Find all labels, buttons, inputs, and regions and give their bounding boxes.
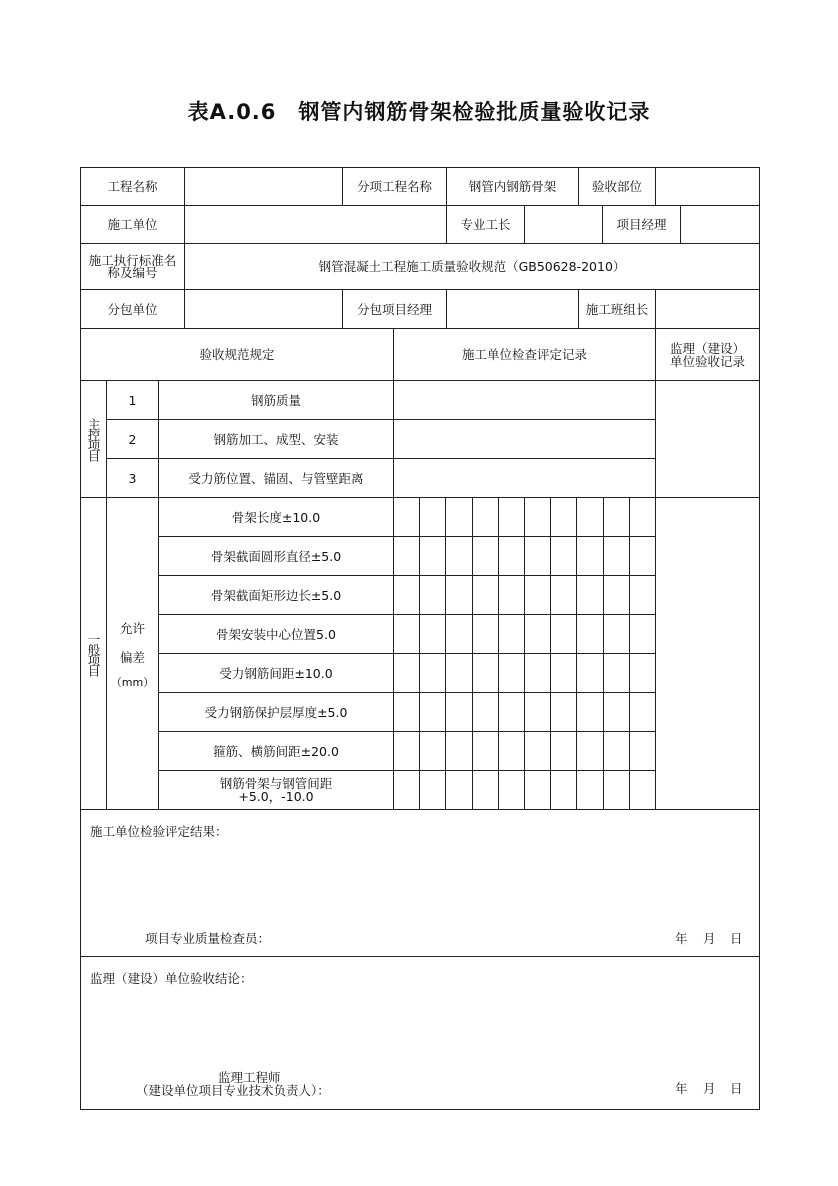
measurement-cell[interactable] <box>550 536 577 576</box>
measurement-cell[interactable] <box>419 770 446 810</box>
project-name-field[interactable] <box>184 167 343 206</box>
measurement-cell[interactable] <box>393 536 420 576</box>
conclusion-date-month: 月 <box>703 1081 716 1096</box>
acceptance-part-field[interactable] <box>655 167 760 206</box>
measurement-cell[interactable] <box>498 497 525 537</box>
measurement-cell[interactable] <box>498 731 525 771</box>
measurement-cell[interactable] <box>419 692 446 732</box>
subcontractor-label: 分包单位 <box>80 289 185 329</box>
measurement-cell[interactable] <box>419 497 446 537</box>
general-group-label: 一般项目 <box>80 497 107 810</box>
foreman-label: 专业工长 <box>446 205 525 244</box>
general-item: 骨架截面圆形直径±5.0 <box>158 536 394 576</box>
tolerance-unit: （mm） <box>110 676 155 689</box>
check-record-column-header: 施工单位检查评定记录 <box>393 328 656 381</box>
measurement-cell[interactable] <box>524 497 551 537</box>
measurement-cell[interactable] <box>498 575 525 615</box>
main-control-item-number: 1 <box>106 380 159 420</box>
general-item-name-line1: 钢筋骨架与钢管间距 <box>219 776 333 791</box>
foreman-field[interactable] <box>524 205 603 244</box>
general-item: 骨架长度±10.0 <box>158 497 394 537</box>
subcontractor-field[interactable] <box>184 289 343 329</box>
standard-field[interactable]: 钢管混凝土工程施工质量验收规范（GB50628-2010） <box>184 243 760 290</box>
measurement-cell[interactable] <box>629 575 656 615</box>
sub-manager-field[interactable] <box>446 289 579 329</box>
measurement-cell[interactable] <box>445 614 472 654</box>
measurement-cell[interactable] <box>550 575 577 615</box>
measurement-cell[interactable] <box>629 497 656 537</box>
measurement-cell[interactable] <box>524 536 551 576</box>
conclusion-date-day: 日 <box>730 1081 743 1096</box>
measurement-cell[interactable] <box>498 614 525 654</box>
standard-label: 施工执行标准名称及编号 <box>80 243 185 290</box>
acceptance-part-label: 验收部位 <box>578 167 656 206</box>
project-name-label: 工程名称 <box>80 167 185 206</box>
main-control-item-name: 受力筋位置、锚固、与管壁距离 <box>158 458 394 498</box>
measurement-cell[interactable] <box>603 497 630 537</box>
measurement-cell[interactable] <box>393 614 420 654</box>
measurement-cell[interactable] <box>524 575 551 615</box>
measurement-cell[interactable] <box>629 731 656 771</box>
measurement-cell[interactable] <box>603 575 630 615</box>
main-control-group-label: 主控项目 <box>80 380 107 498</box>
measurement-cell[interactable] <box>524 731 551 771</box>
measurement-cell[interactable] <box>629 770 656 810</box>
team-leader-label: 施工班组长 <box>578 289 656 329</box>
measurement-cell[interactable] <box>472 653 499 693</box>
measurement-cell[interactable] <box>498 536 525 576</box>
measurement-cell[interactable] <box>524 653 551 693</box>
measurement-cell[interactable] <box>472 770 499 810</box>
measurement-cell[interactable] <box>603 653 630 693</box>
measurement-cell[interactable] <box>498 692 525 732</box>
measurement-cell[interactable] <box>524 614 551 654</box>
measurement-cell[interactable] <box>576 692 603 732</box>
measurement-cell[interactable] <box>393 692 420 732</box>
conclusion-label: 监理（建设）单位验收结论： <box>90 971 253 986</box>
page-title: 表A.0.6 钢管内钢筋骨架检验批质量验收记录 <box>187 100 651 124</box>
measurement-cell[interactable] <box>472 575 499 615</box>
measurement-cell[interactable] <box>550 770 577 810</box>
main-control-check-cell[interactable] <box>393 419 656 459</box>
measurement-cell[interactable] <box>445 575 472 615</box>
measurement-cell[interactable] <box>629 692 656 732</box>
measurement-cell[interactable] <box>393 731 420 771</box>
measurement-cell[interactable] <box>393 653 420 693</box>
tolerance-label-line2: 偏差 <box>119 650 145 665</box>
main-control-item-name: 钢筋质量 <box>158 380 394 420</box>
inspector-label: 项目专业质量检查员： <box>145 931 271 946</box>
measurement-cell[interactable] <box>419 653 446 693</box>
measurement-cell[interactable] <box>576 497 603 537</box>
main-control-check-cell[interactable] <box>393 458 656 498</box>
measurement-cell[interactable] <box>419 614 446 654</box>
measurement-cell[interactable] <box>445 497 472 537</box>
measurement-cell[interactable] <box>472 614 499 654</box>
general-item: 受力钢筋保护层厚度±5.0 <box>158 692 394 732</box>
general-item: 箍筋、横筋间距±20.0 <box>158 731 394 771</box>
measurement-cell[interactable] <box>419 536 446 576</box>
measurement-cell[interactable] <box>603 731 630 771</box>
measurement-cell[interactable] <box>498 770 525 810</box>
measurement-cell[interactable] <box>419 575 446 615</box>
result-label: 施工单位检验评定结果： <box>90 824 228 839</box>
measurement-cell[interactable] <box>550 653 577 693</box>
supervision-record-column-header: 监理（建设）单位验收记录 <box>655 328 760 381</box>
measurement-cell[interactable] <box>445 536 472 576</box>
measurement-cell[interactable] <box>472 536 499 576</box>
main-control-item-number: 3 <box>106 458 159 498</box>
measurement-cell[interactable] <box>550 692 577 732</box>
measurement-cell[interactable] <box>603 614 630 654</box>
tolerance-label <box>106 497 159 810</box>
conclusion-date-year: 年 <box>675 1081 688 1096</box>
measurement-cell[interactable] <box>445 692 472 732</box>
sub-manager-label: 分包项目经理 <box>342 289 447 329</box>
team-leader-field[interactable] <box>655 289 760 329</box>
measurement-cell[interactable] <box>629 614 656 654</box>
project-manager-field[interactable] <box>680 205 760 244</box>
measurement-cell[interactable] <box>472 731 499 771</box>
engineer-label-line1: 监理工程师 <box>218 1070 281 1085</box>
result-date-year: 年 <box>675 931 688 946</box>
construction-unit-label: 施工单位 <box>80 205 185 244</box>
main-control-supervision-cell[interactable] <box>655 380 760 498</box>
measurement-cell[interactable] <box>445 731 472 771</box>
main-control-check-cell[interactable] <box>393 380 656 420</box>
general-item: 骨架安装中心位置5.0 <box>158 614 394 654</box>
measurement-cell[interactable] <box>550 497 577 537</box>
measurement-cell[interactable] <box>576 536 603 576</box>
measurement-cell[interactable] <box>393 575 420 615</box>
measurement-cell[interactable] <box>524 770 551 810</box>
measurement-cell[interactable] <box>393 497 420 537</box>
measurement-cell[interactable] <box>419 731 446 771</box>
measurement-cell[interactable] <box>576 731 603 771</box>
measurement-cell[interactable] <box>576 575 603 615</box>
main-control-item-number: 2 <box>106 419 159 459</box>
measurement-cell[interactable] <box>576 614 603 654</box>
general-item <box>158 770 394 810</box>
measurement-cell[interactable] <box>550 731 577 771</box>
project-manager-label: 项目经理 <box>602 205 681 244</box>
measurement-cell[interactable] <box>629 653 656 693</box>
construction-unit-field[interactable] <box>184 205 447 244</box>
measurement-cell[interactable] <box>629 536 656 576</box>
measurement-cell[interactable] <box>576 653 603 693</box>
measurement-cell[interactable] <box>576 770 603 810</box>
measurement-cell[interactable] <box>445 770 472 810</box>
measurement-cell[interactable] <box>603 770 630 810</box>
tolerance-label-line1: 允许 <box>119 621 145 636</box>
spec-column-header: 验收规范规定 <box>80 328 394 381</box>
result-date-day: 日 <box>730 931 743 946</box>
measurement-cell[interactable] <box>603 692 630 732</box>
measurement-cell[interactable] <box>603 536 630 576</box>
measurement-cell[interactable] <box>393 770 420 810</box>
measurement-cell[interactable] <box>498 653 525 693</box>
result-date-month: 月 <box>703 931 716 946</box>
sub-project-label: 分项工程名称 <box>342 167 447 206</box>
general-item: 骨架截面矩形边长±5.0 <box>158 575 394 615</box>
general-item-name-line2: +5.0，-10.0 <box>238 789 314 804</box>
main-control-item-name: 钢筋加工、成型、安装 <box>158 419 394 459</box>
engineer-label-line2: （建设单位项目专业技术负责人）： <box>136 1083 330 1098</box>
sub-project-field[interactable]: 钢管内钢筋骨架 <box>446 167 579 206</box>
general-item: 受力钢筋间距±10.0 <box>158 653 394 693</box>
measurement-cell[interactable] <box>472 692 499 732</box>
measurement-cell[interactable] <box>550 614 577 654</box>
measurement-cell[interactable] <box>472 497 499 537</box>
general-supervision-cell[interactable] <box>655 497 760 810</box>
measurement-cell[interactable] <box>445 653 472 693</box>
measurement-cell[interactable] <box>524 692 551 732</box>
